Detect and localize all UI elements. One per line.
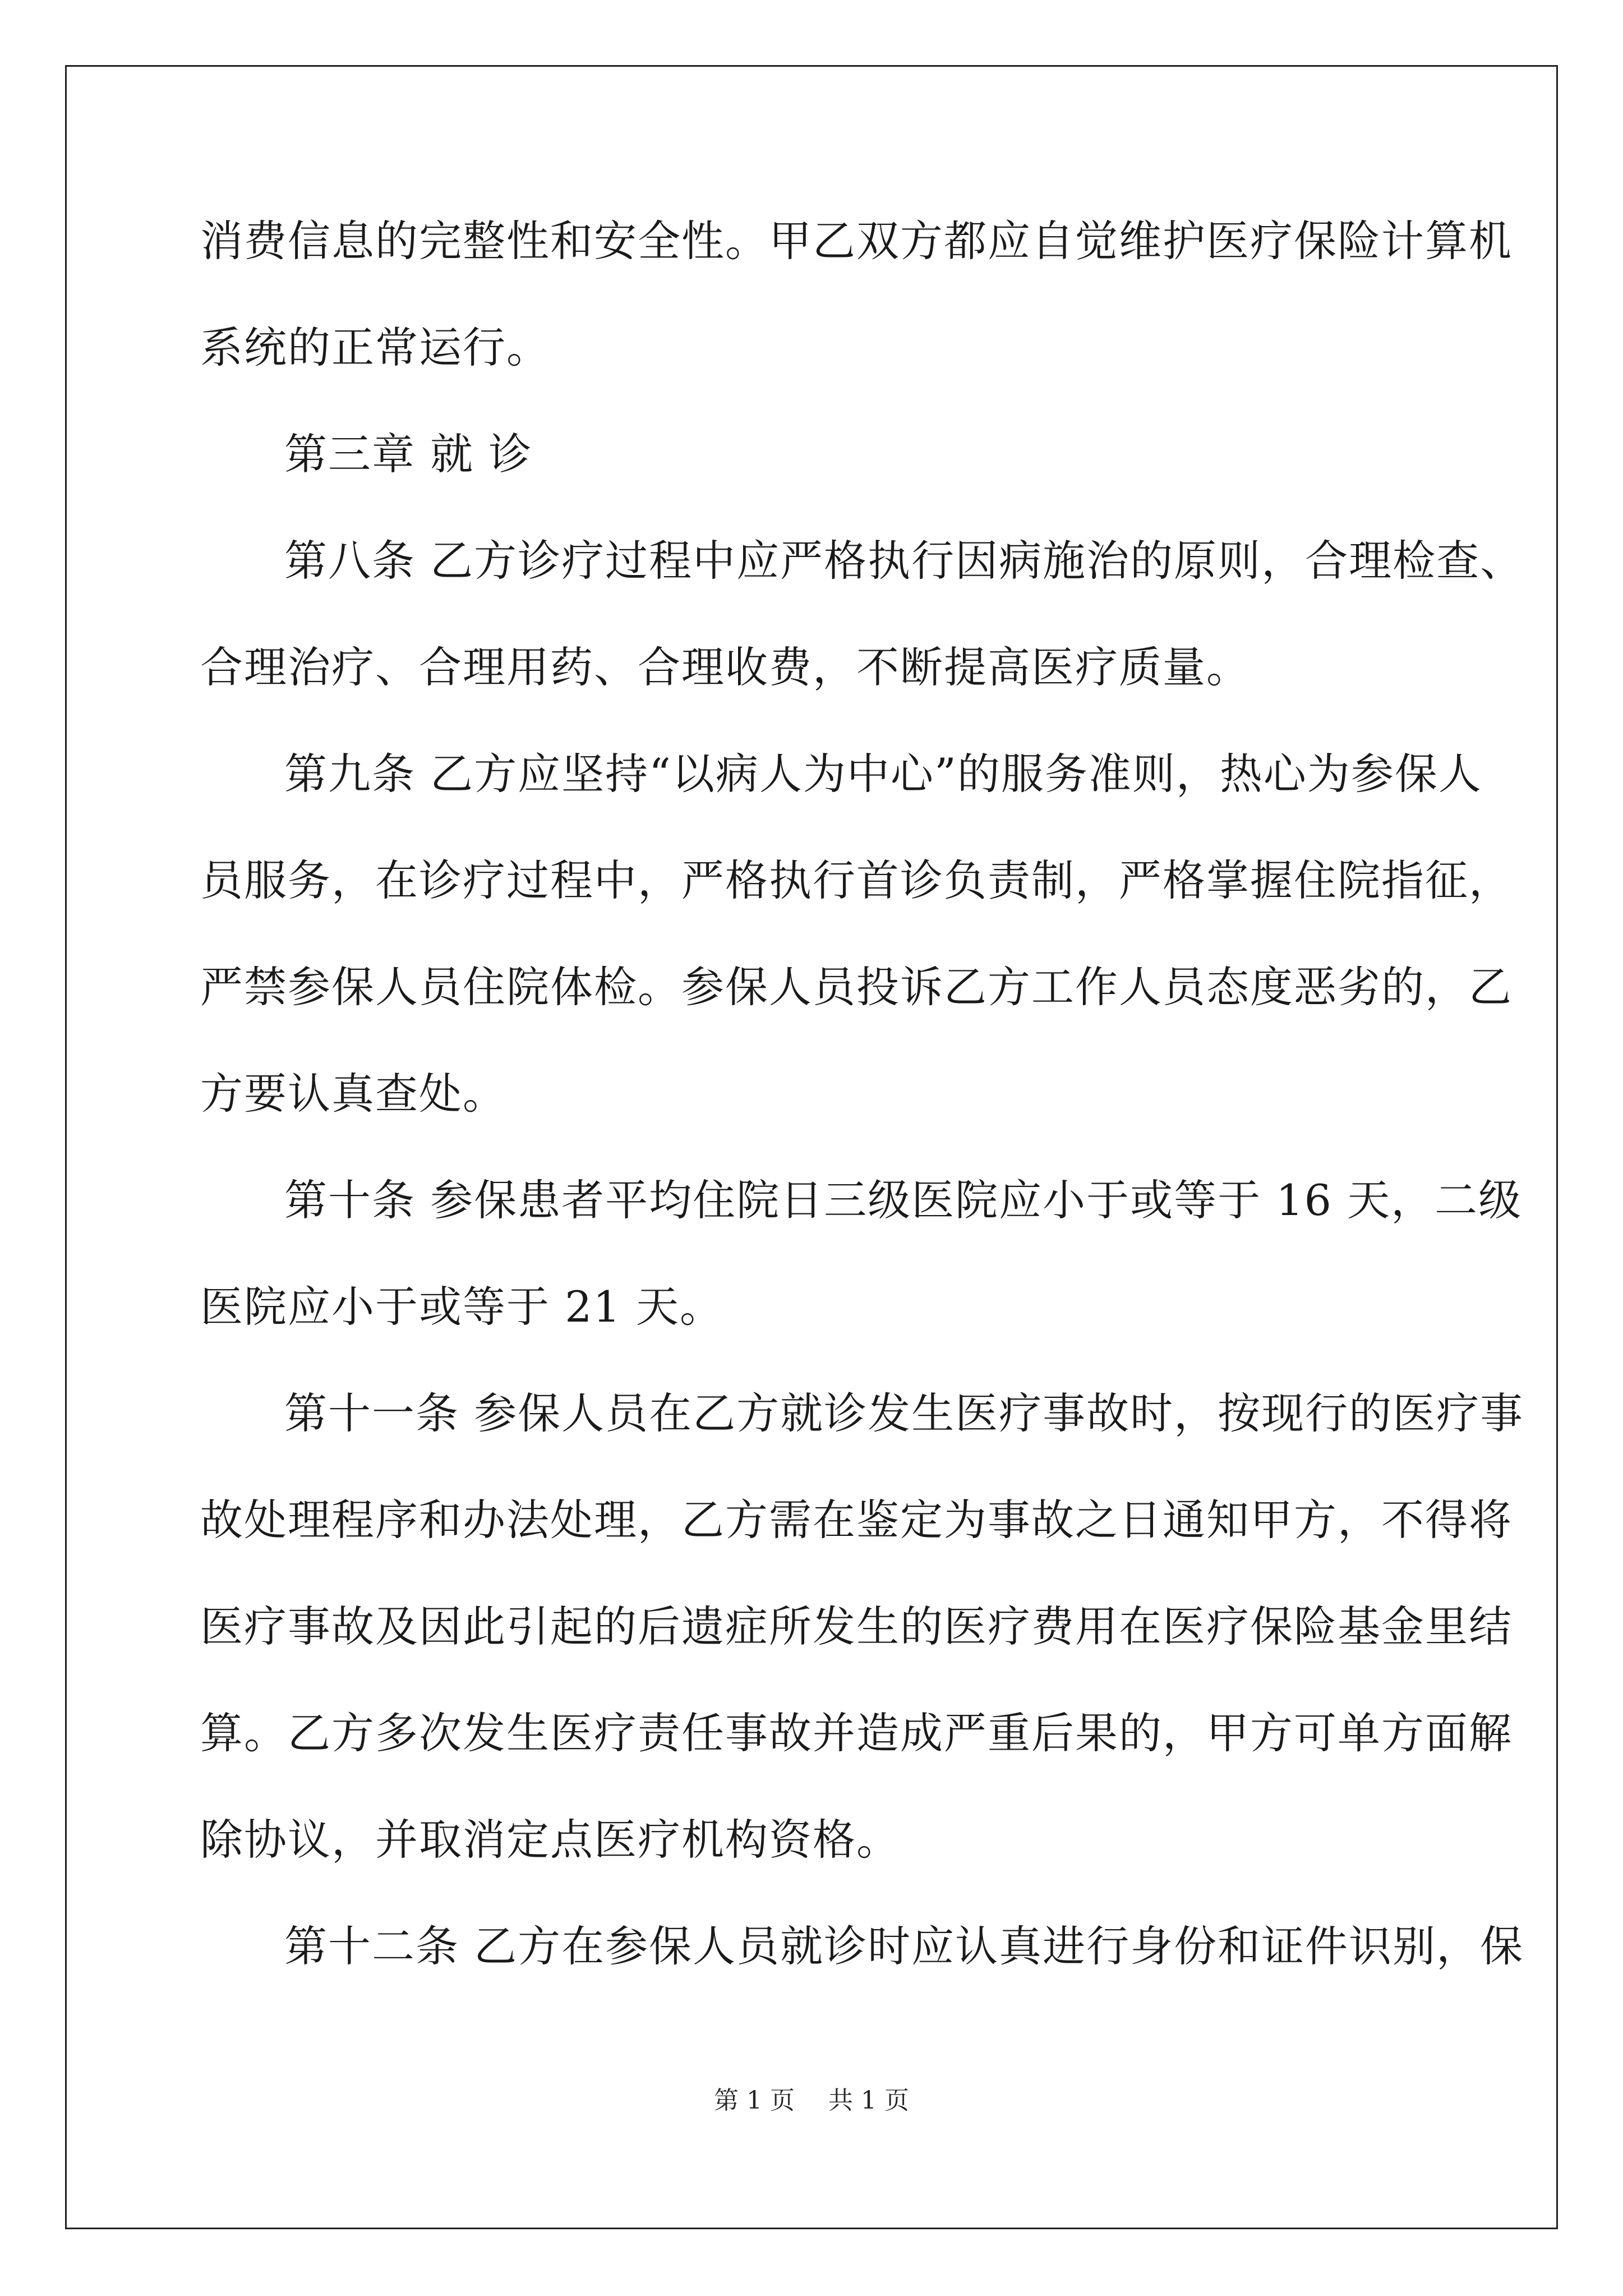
text-line: 合理治疗、合理用药、合理收费，不断提高医疗质量。 bbox=[200, 642, 1250, 692]
page-number: 第 1 页 bbox=[714, 2086, 795, 2115]
article-10-line: 第十条 参保患者平均住院日三级医院应小于或等于 16 天，二级 bbox=[284, 1175, 1523, 1225]
text-line: 医院应小于或等于 21 天。 bbox=[200, 1282, 724, 1332]
article-8-line: 第八条 乙方诊疗过程中应严格执行因病施治的原则，合理检查、 bbox=[284, 536, 1524, 586]
page-total: 共 1 页 bbox=[828, 2086, 909, 2115]
text-line: 医疗事故及因此引起的后遗症所发生的医疗费用在医疗保险基金里结 bbox=[200, 1602, 1513, 1651]
page-footer bbox=[0, 2084, 1623, 2118]
text-line: 系统的正常运行。 bbox=[200, 323, 550, 372]
text-line: 除协议，并取消定点医疗机构资格。 bbox=[200, 1815, 900, 1865]
text-line: 算。乙方多次发生医疗责任事故并造成严重后果的，甲方可单方面解 bbox=[200, 1708, 1513, 1758]
text-line: 故处理程序和办法处理，乙方需在鉴定为事故之日通知甲方，不得将 bbox=[200, 1495, 1513, 1545]
article-12-line: 第十二条 乙方在参保人员就诊时应认真进行身份和证件识别，保 bbox=[284, 1921, 1524, 1971]
page-border bbox=[65, 65, 1558, 2229]
article-11-line: 第十一条 参保人员在乙方就诊发生医疗事故时，按现行的医疗事 bbox=[284, 1388, 1524, 1438]
text-line: 消费信息的完整性和安全性。甲乙双方都应自觉维护医疗保险计算机 bbox=[200, 216, 1513, 266]
text-line: 员服务，在诊疗过程中，严格执行首诊负责制，严格掌握住院指征， bbox=[200, 855, 1513, 905]
article-9-line: 第九条 乙方应坚持“以病人为中心”的服务准则，热心为参保人 bbox=[284, 749, 1482, 799]
text-line: 方要认真查处。 bbox=[200, 1069, 506, 1119]
text-line: 严禁参保人员住院体检。参保人员投诉乙方工作人员态度恶劣的，乙 bbox=[200, 962, 1513, 1012]
chapter-heading: 第三章 就 诊 bbox=[284, 429, 533, 479]
